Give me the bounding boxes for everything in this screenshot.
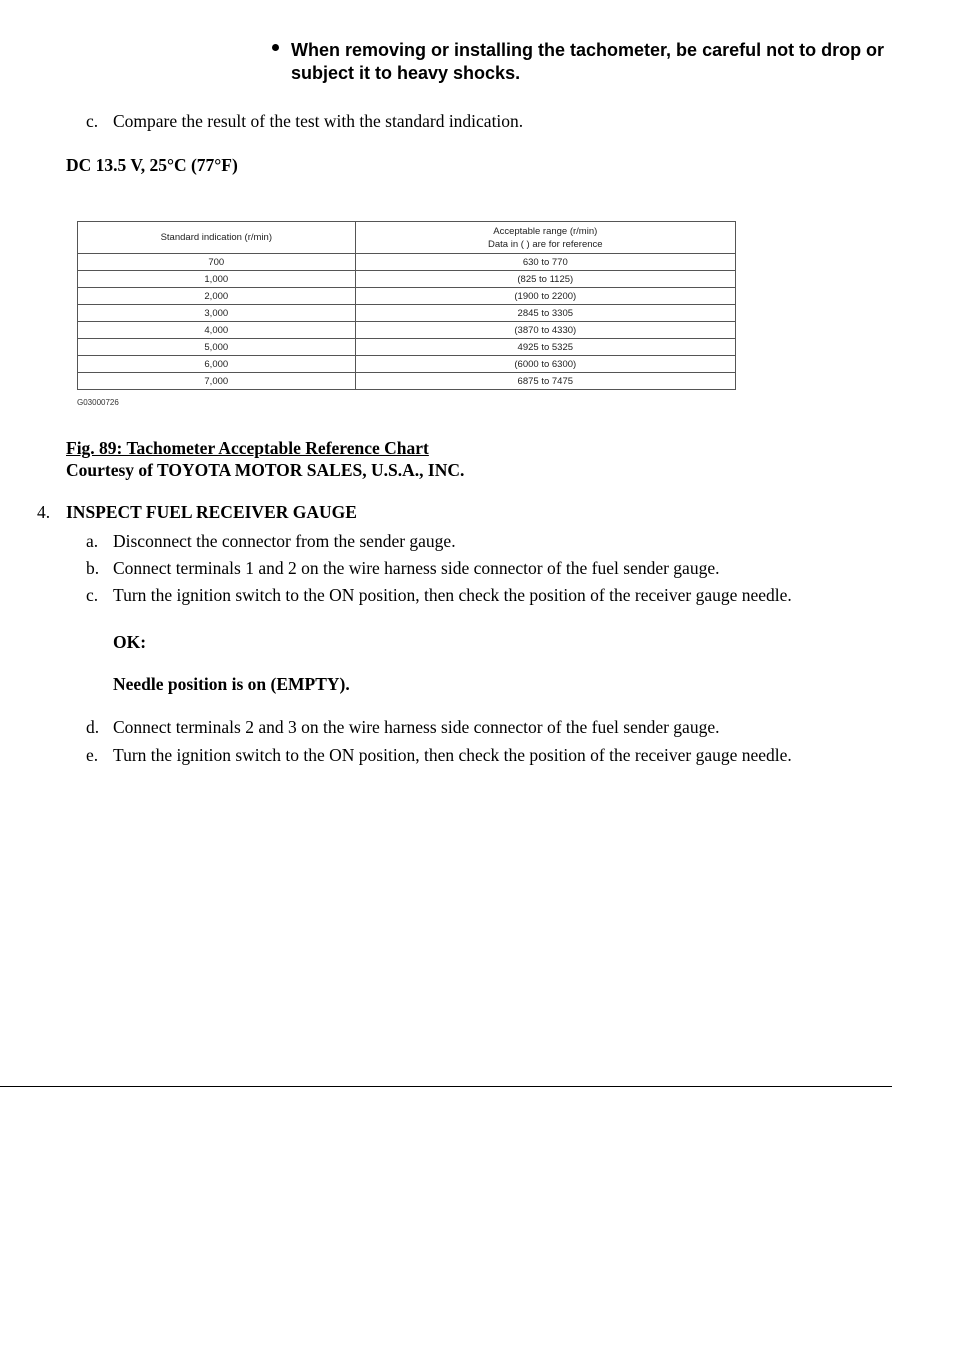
header-acceptable-range-title: Acceptable range (r/min) (493, 225, 598, 237)
figure-caption (66, 437, 464, 481)
header-standard-indication: Standard indication (r/min) (78, 222, 356, 254)
table-row (78, 271, 736, 288)
step-text: Disconnect the connector from the sender gauge. (113, 531, 456, 551)
table-cell: 5,000 (78, 339, 356, 356)
table-cell: 6,000 (78, 356, 356, 373)
ok-result: Needle position is on (EMPTY). (113, 674, 350, 694)
bullet-icon (272, 44, 279, 51)
table-cell: (825 to 1125) (355, 271, 735, 288)
step-text: Turn the ignition switch to the ON position, then check the position of the receiver gauge needle. (113, 745, 792, 765)
caution-note: When removing or installing the tachometer, be careful not to drop or subject it to heavy shocks. (291, 40, 885, 83)
step-text: Connect terminals 2 and 3 on the wire harness side connector of the fuel sender gauge. (113, 717, 720, 737)
step-label: a. (86, 531, 99, 551)
step-text: Compare the result of the test with the standard indication. (113, 111, 524, 131)
table-cell: 1,000 (78, 271, 356, 288)
step-label: e. (86, 745, 99, 765)
table-cell: 7,000 (78, 373, 356, 390)
table-cell: 4925 to 5325 (355, 339, 735, 356)
table-row (78, 322, 736, 339)
step-label: b. (86, 558, 100, 578)
step-compare (86, 110, 523, 132)
table-row (78, 305, 736, 322)
table-cell: (3870 to 4330) (355, 322, 735, 339)
step-d (86, 716, 719, 738)
page-divider (0, 1086, 892, 1087)
table-header-row (78, 222, 736, 254)
step-text: Connect terminals 1 and 2 on the wire harness side connector of the fuel sender gauge. (113, 558, 720, 578)
table-row (78, 288, 736, 305)
table-cell: 630 to 770 (355, 254, 735, 271)
table-cell: 4,000 (78, 322, 356, 339)
section-heading (37, 501, 357, 523)
table-row (78, 373, 736, 390)
step-b (86, 557, 719, 579)
test-conditions: DC 13.5 V, 25°C (77°F) (66, 155, 238, 175)
section-number: 4. (37, 502, 51, 522)
figure-code: G03000726 (77, 398, 119, 407)
step-e (86, 744, 792, 766)
header-acceptable-range-note: Data in ( ) are for reference (488, 238, 603, 250)
table-cell: 3,000 (78, 305, 356, 322)
step-label: d. (86, 717, 100, 737)
table-row (78, 254, 736, 271)
section-title: INSPECT FUEL RECEIVER GAUGE (66, 502, 357, 522)
step-label: c. (86, 585, 99, 605)
figure-title-link[interactable]: Fig. 89: Tachometer Acceptable Reference Chart (66, 438, 429, 458)
ok-label: OK: (113, 632, 147, 652)
table-cell: 6875 to 7475 (355, 373, 735, 390)
step-a (86, 530, 456, 552)
table-cell: 2845 to 3305 (355, 305, 735, 322)
table-row (78, 339, 736, 356)
table-row (78, 356, 736, 373)
table-cell: 2,000 (78, 288, 356, 305)
step-c (86, 584, 792, 606)
table-cell: (1900 to 2200) (355, 288, 735, 305)
header-acceptable-range (355, 222, 735, 254)
step-label: c. (86, 111, 99, 131)
tachometer-reference-table (77, 221, 736, 390)
step-text: Turn the ignition switch to the ON position, then check the position of the receiver gauge needle. (113, 585, 792, 605)
figure-courtesy: Courtesy of TOYOTA MOTOR SALES, U.S.A., INC. (66, 460, 465, 480)
table-cell: 700 (78, 254, 356, 271)
table-cell: (6000 to 6300) (355, 356, 735, 373)
